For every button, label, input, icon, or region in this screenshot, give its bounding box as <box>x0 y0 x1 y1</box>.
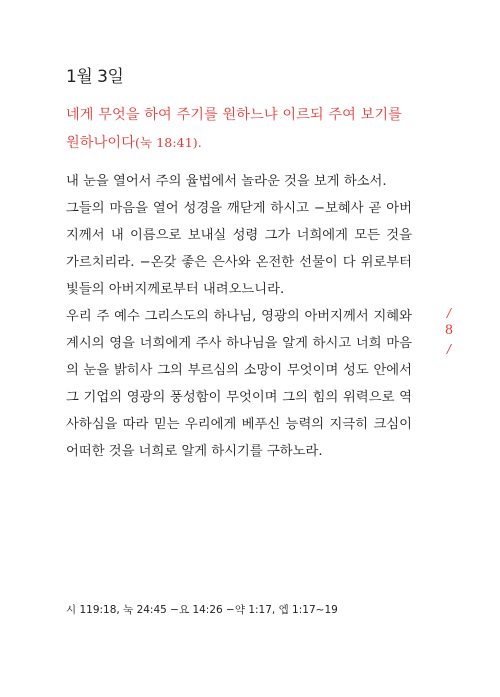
date-heading: 1월 3일 <box>66 67 124 87</box>
marker-slash-bottom: / <box>446 342 452 356</box>
marker-slash-top: / <box>446 306 452 320</box>
body-paragraph-1: 내 눈을 열어서 주의 율법에서 놀라운 것을 보게 하소서. <box>66 174 387 189</box>
key-verse <box>66 102 406 157</box>
page-marker <box>437 306 461 356</box>
body-paragraph-3: 우리 주 예수 그리스도의 하나님, 영광의 아버지께서 지혜와 계시의 영을 너희에게 주사 하나님을 알게 하시고 너희 마음의 눈을 밝히사 그의 부르심의 소망이 무엇이며 성도 안에서 그 기업의 영광의 풍성함이 무엇이며 그의 힘의 위력으로 역사하심을 따라 믿는 우리에게 베푸신 능력의 지극히 크심이 어떠한 것을 너희로 알게 하시기를 구하노라. <box>66 309 412 459</box>
devotional-body <box>66 168 412 465</box>
body-paragraph-2: 그들의 마음을 열어 성경을 깨닫게 하시고 −보혜사 곧 아버지께서 내 이름으로 보내실 성령 그가 너희에게 모든 것을 가르치리라. −온갖 좋은 은사와 온전한 선물이 다 위로부터 빛들의 아버지께로부터 내려오느니라. <box>66 201 412 297</box>
key-verse-reference: (눅 18:41). <box>135 135 202 150</box>
footer-references: 시 119:18, 눅 24:45 −요 14:26 −약 1:17, 엡 1:17~19 <box>66 604 338 616</box>
key-verse-text: 네게 무엇을 하여 주기를 원하느냐 이르되 주여 보기를 원하나이다 <box>66 107 402 151</box>
page-number: 8 <box>444 323 454 338</box>
